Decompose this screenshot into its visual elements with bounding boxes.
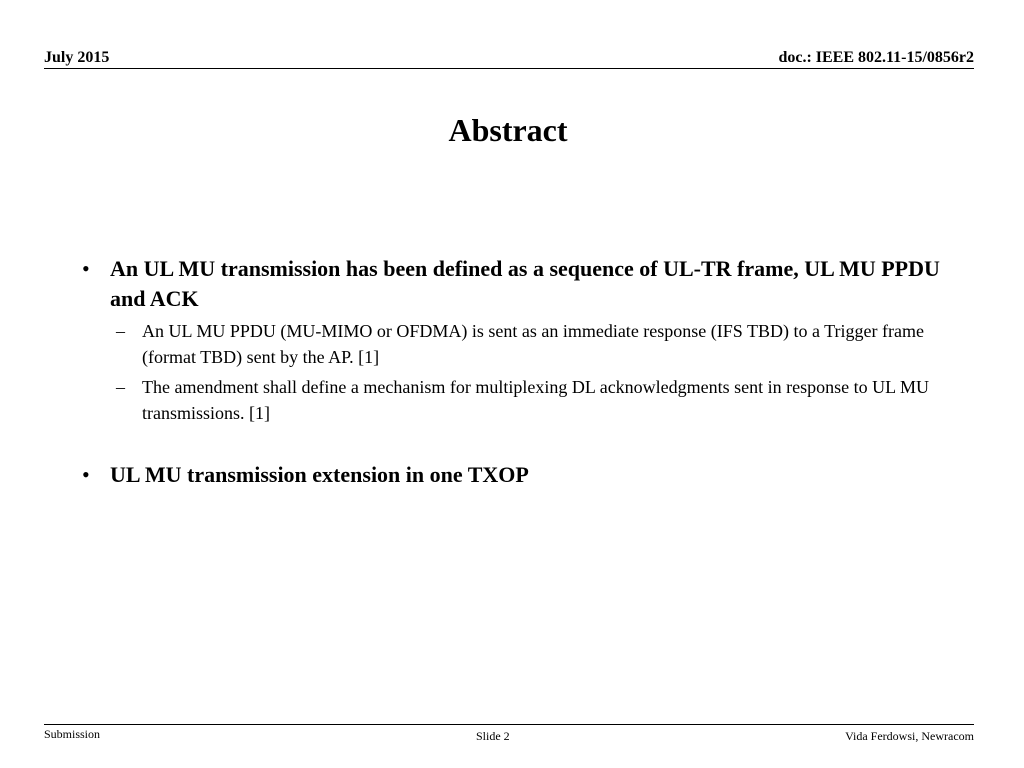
footer-rule (44, 724, 974, 725)
header-doc-id: doc.: IEEE 802.11-15/0856r2 (778, 49, 974, 66)
bullet-marker: • (82, 462, 90, 487)
bullet-text: UL MU transmission extension in one TXOP (110, 462, 529, 487)
bullet-marker: • (82, 256, 90, 281)
footer-slide-number: Slide 2 (476, 729, 510, 743)
header-date: July 2015 (44, 49, 110, 66)
sub-bullet-text: The amendment shall define a mechanism for multiplexing DL acknowledgments sent in response to UL MU transmissions. [1] (142, 377, 929, 423)
header-rule (44, 68, 974, 69)
sub-bullet-marker: – (116, 321, 125, 341)
sub-bullet-item (82, 318, 962, 370)
bullet-item (82, 254, 962, 314)
bullet-item (82, 460, 962, 490)
footer-submission: Submission (44, 727, 101, 741)
slide-title: Abstract (448, 112, 568, 148)
spacer (82, 426, 962, 460)
sub-bullet-text: An UL MU PPDU (MU-MIMO or OFDMA) is sent as an immediate response (IFS TBD) to a Trigger frame (format TBD) sent by the AP. [1] (142, 321, 924, 367)
bullet-text: An UL MU transmission has been defined as a sequence of UL-TR frame, UL MU PPDU and ACK (110, 256, 940, 311)
sub-bullet-item (82, 374, 962, 426)
sub-bullet-marker: – (116, 377, 125, 397)
footer-author: Vida Ferdowsi, Newracom (845, 729, 974, 743)
slide-body (82, 254, 962, 490)
